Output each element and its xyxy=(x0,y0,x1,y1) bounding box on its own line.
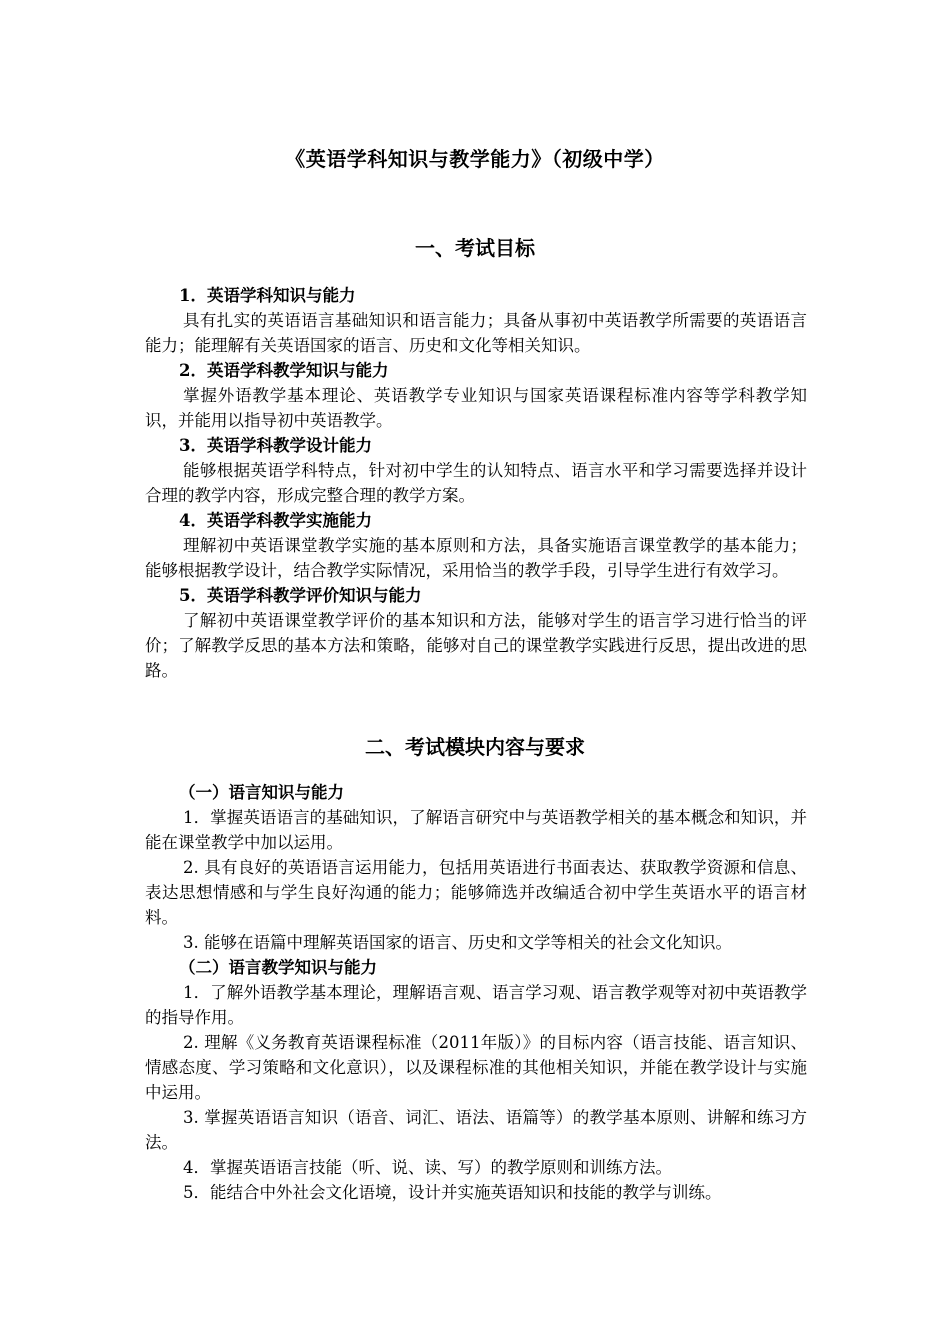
objective-1-label: 1．英语学科知识与能力 xyxy=(179,286,356,305)
module-2-item-2: 2. 理解《义务教育英语课程标准（2011年版）》的目标内容（语言技能、语言知识、情感态度、学习策略和文化意识），以及课程标准的其他相关知识，并能在教学设计与实施中运用。 xyxy=(145,1033,807,1102)
module-2-item-3: 3. 掌握英语语言知识（语音、词汇、语法、语篇等）的教学基本原则、讲解和练习方法。 xyxy=(145,1108,807,1152)
document-title: 《英语学科知识与教学能力》（初级中学） xyxy=(285,147,665,171)
module-2-item-4: 4．掌握英语语言技能（听、说、读、写）的教学原则和训练方法。 xyxy=(183,1158,672,1177)
section-1-heading: 一、考试目标 xyxy=(415,236,535,260)
objective-5-label: 5．英语学科教学评价知识与能力 xyxy=(179,586,422,605)
section-2-heading: 二、考试模块内容与要求 xyxy=(365,735,585,759)
module-2-item-1: 1．了解外语教学基本理论，理解语言观、语言学习观、语言教学观等对初中英语教学的指导作用。 xyxy=(145,983,807,1027)
section-1-body xyxy=(145,283,807,683)
objective-1-text: 具有扎实的英语语言基础知识和语言能力；具备从事初中英语教学所需要的英语语言能力；能理解有关英语国家的语言、历史和文化等相关知识。 xyxy=(145,311,807,355)
module-2-item-5: 5．能结合中外社会文化语境，设计并实施英语知识和技能的教学与训练。 xyxy=(183,1183,722,1202)
module-1-label: （一）语言知识与能力 xyxy=(179,783,344,802)
objective-2-label: 2．英语学科教学知识与能力 xyxy=(179,361,389,380)
objective-2-text: 掌握外语教学基本理论、英语教学专业知识与国家英语课程标准内容等学科教学知识，并能用以指导初中英语教学。 xyxy=(145,386,807,430)
section-2-body xyxy=(145,780,807,1205)
objective-5-text: 了解初中英语课堂教学评价的基本知识和方法，能够对学生的语言学习进行恰当的评价；了解教学反思的基本方法和策略，能够对自己的课堂教学实践进行反思，提出改进的思路。 xyxy=(145,611,807,680)
objective-4-label: 4．英语学科教学实施能力 xyxy=(179,511,372,530)
module-1-item-2: 2. 具有良好的英语语言运用能力，包括用英语进行书面表达、获取教学资源和信息、表达思想情感和与学生良好沟通的能力；能够筛选并改编适合初中学生英语水平的语言材料。 xyxy=(145,858,807,927)
objective-3-text: 能够根据英语学科特点，针对初中学生的认知特点、语言水平和学习需要选择并设计合理的教学内容，形成完整合理的教学方案。 xyxy=(145,461,807,505)
module-2-label: （二）语言教学知识与能力 xyxy=(179,958,377,977)
module-1-item-3: 3. 能够在语篇中理解英语国家的语言、历史和文学等相关的社会文化知识。 xyxy=(183,933,732,952)
objective-4-text: 理解初中英语课堂教学实施的基本原则和方法，具备实施语言课堂教学的基本能力；能够根据教学设计，结合教学实际情况，采用恰当的教学手段，引导学生进行有效学习。 xyxy=(145,536,807,580)
module-1-item-1: 1．掌握英语语言的基础知识，了解语言研究中与英语教学相关的基本概念和知识，并能在课堂教学中加以运用。 xyxy=(145,808,807,852)
objective-3-label: 3．英语学科教学设计能力 xyxy=(179,436,372,455)
